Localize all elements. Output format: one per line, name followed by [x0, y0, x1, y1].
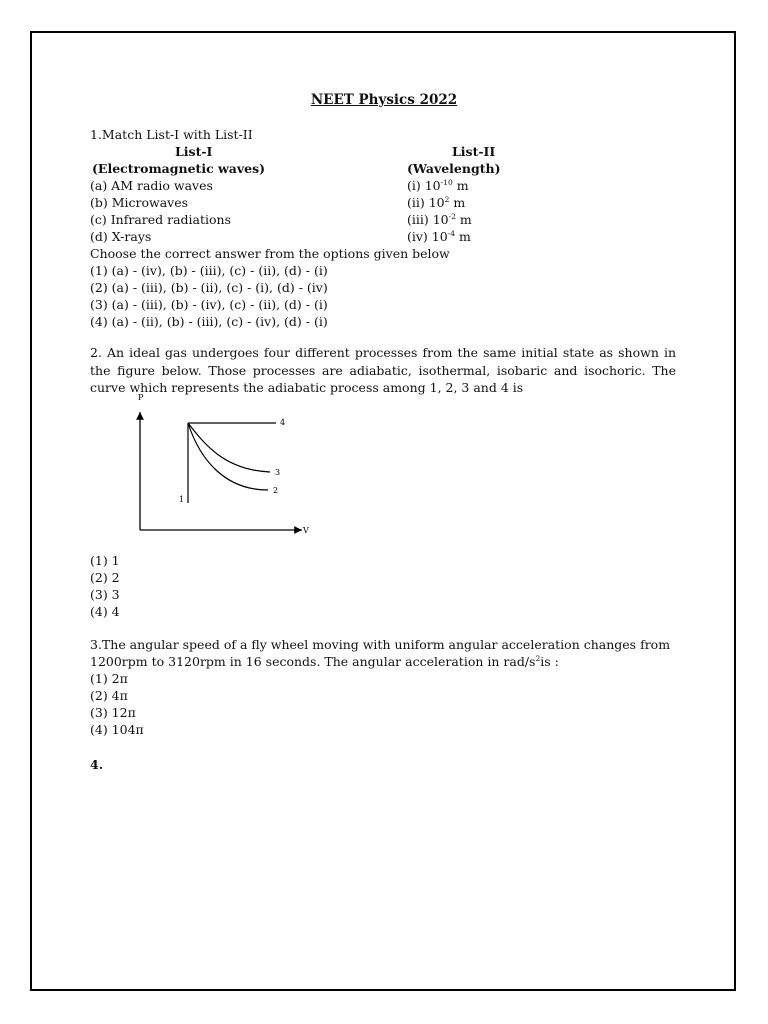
- list1-item-b: (b) Microwaves: [90, 195, 189, 210]
- q1-option-1: (1) (a) - (iv), (b) - (iii), (c) - (ii), (d) - (i): [90, 263, 328, 278]
- q3-option-1: (1) 2π: [90, 671, 128, 686]
- list2-item-ii: (ii) $10^2$ m: [407, 195, 466, 210]
- list2-item-i: (i) $10^{-10}$ m: [407, 178, 469, 193]
- q3-text-line-2: 1200rpm to 3120rpm in 16 seconds. The angular acceleration in rad/$s^2is$ :: [90, 654, 559, 669]
- curve-label-4: 4: [280, 418, 286, 427]
- q2-option-4: (4) 4: [90, 604, 120, 619]
- q1-prompt: 1.Match List-I with List-II: [90, 127, 253, 142]
- q2-option-2: (2) 2: [90, 570, 120, 585]
- curve-2: [188, 423, 268, 490]
- list1-item-c: (c) Infrared radiations: [90, 212, 232, 227]
- q1-option-2: (2) (a) - (iii), (b) - (ii), (c) - (i), (d) - (iv): [90, 280, 328, 295]
- q2-option-3: (3) 3: [90, 587, 120, 602]
- list2-item-iii: (iii) $10^{-2}$ m: [407, 212, 472, 227]
- pv-graph: [120, 390, 320, 540]
- q1-instruction: Choose the correct answer from the options given below: [90, 246, 450, 261]
- q3-text-line-1: 3.The angular speed of a fly wheel moving with uniform angular acceleration changes from: [90, 637, 671, 652]
- curve-3: [188, 423, 270, 472]
- q1-option-3: (3) (a) - (iii), (b) - (iv), (c) - (ii), (d) - (i): [90, 297, 328, 312]
- list1-subheader: (Electromagnetic waves): [92, 161, 266, 176]
- curve-label-3: 3: [275, 468, 281, 477]
- list1-item-d: (d) X-rays: [90, 229, 152, 244]
- q4-label: 4.: [90, 757, 104, 772]
- list2-header: List-II: [452, 144, 496, 159]
- list1-header: List-I: [175, 144, 213, 159]
- q2-text: 2. An ideal gas undergoes four different processes from the same initial state as shown in the figure below. Those processes are adiabatic, isothermal, isobaric and isochoric. The curve which represents the adiabatic process among 1, 2, 3 and 4 is: [90, 345, 676, 396]
- list2-subheader: (Wavelength): [407, 161, 501, 176]
- list2-item-iv: (iv) $10^{-4}$ m: [407, 229, 471, 244]
- q1-option-4: (4) (a) - (ii), (b) - (iii), (c) - (iv), (d) - (i): [90, 314, 328, 329]
- q3-option-2: (2) 4π: [90, 688, 128, 703]
- q3-option-4: (4) 104π: [90, 722, 144, 737]
- x-axis-label: V: [303, 526, 309, 535]
- curve-label-2: 2: [273, 486, 279, 495]
- curve-label-1: 1: [179, 495, 185, 504]
- y-axis-label: P: [138, 393, 144, 402]
- q2-option-1: (1) 1: [90, 553, 120, 568]
- page-title: NEET Physics 2022: [310, 92, 458, 108]
- q3-option-3: (3) 12π: [90, 705, 136, 720]
- list1-item-a: (a) AM radio waves: [90, 178, 213, 193]
